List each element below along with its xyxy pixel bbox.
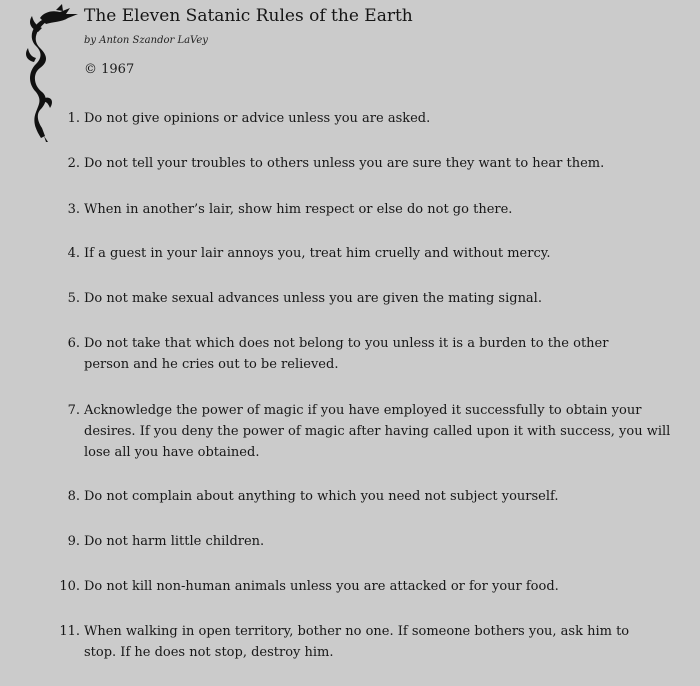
- rule-number: 3.: [67, 202, 80, 217]
- rule-item: [67, 400, 674, 463]
- rule-number: 2.: [67, 156, 80, 171]
- author-byline: by Anton Szandor LaVey: [84, 35, 208, 46]
- page-title: The Eleven Satanic Rules of the Earth: [84, 6, 413, 26]
- rule-number: 7.: [67, 403, 80, 418]
- rule-text: Do not harm little children.: [84, 534, 265, 549]
- rule-number: 10.: [59, 579, 80, 594]
- rule-item: [67, 333, 644, 375]
- rule-item: [67, 108, 674, 129]
- rule-number: 6.: [67, 336, 80, 351]
- rule-number: 9.: [67, 534, 80, 549]
- rule-number: 5.: [67, 291, 80, 306]
- rule-text: Do not make sexual advances unless you are given the mating signal.: [84, 291, 542, 306]
- rule-item: [59, 576, 674, 597]
- rule-number: 11.: [59, 624, 80, 639]
- rule-number: 4.: [67, 246, 80, 261]
- rule-number: 8.: [67, 489, 80, 504]
- rule-text: Do not kill non-human animals unless you are attacked or for your food.: [84, 579, 559, 594]
- rule-text: If a guest in your lair annoys you, treat him cruelly and without mercy.: [84, 246, 551, 261]
- rule-item: [67, 531, 674, 552]
- rule-item: [67, 486, 674, 507]
- rule-text: When in another’s lair, show him respect or else do not go there.: [84, 202, 513, 217]
- rule-text: Do not take that which does not belong to you unless it is a burden to the other person and he cries out to be relieved.: [84, 336, 609, 372]
- rule-text: Acknowledge the power of magic if you have employed it successfully to obtain your desires. If you deny the power of magic after having called upon it with success, you will lose all you have obtained.: [84, 403, 671, 460]
- rule-item: [59, 621, 664, 663]
- rule-item: [67, 288, 674, 309]
- rule-text: Do not give opinions or advice unless you are asked.: [84, 111, 431, 126]
- rule-item: [67, 153, 674, 174]
- rule-item: [67, 243, 674, 264]
- rule-number: 1.: [67, 111, 80, 126]
- copyright-notice: © 1967: [84, 62, 135, 77]
- rule-text: Do not tell your troubles to others unless you are sure they want to hear them.: [84, 156, 605, 171]
- rule-item: [67, 199, 674, 220]
- rule-text: Do not complain about anything to which you need not subject yourself.: [84, 489, 559, 504]
- rule-text: When walking in open territory, bother no one. If someone bothers you, ask him to stop. If he does not stop, destroy him.: [84, 624, 630, 660]
